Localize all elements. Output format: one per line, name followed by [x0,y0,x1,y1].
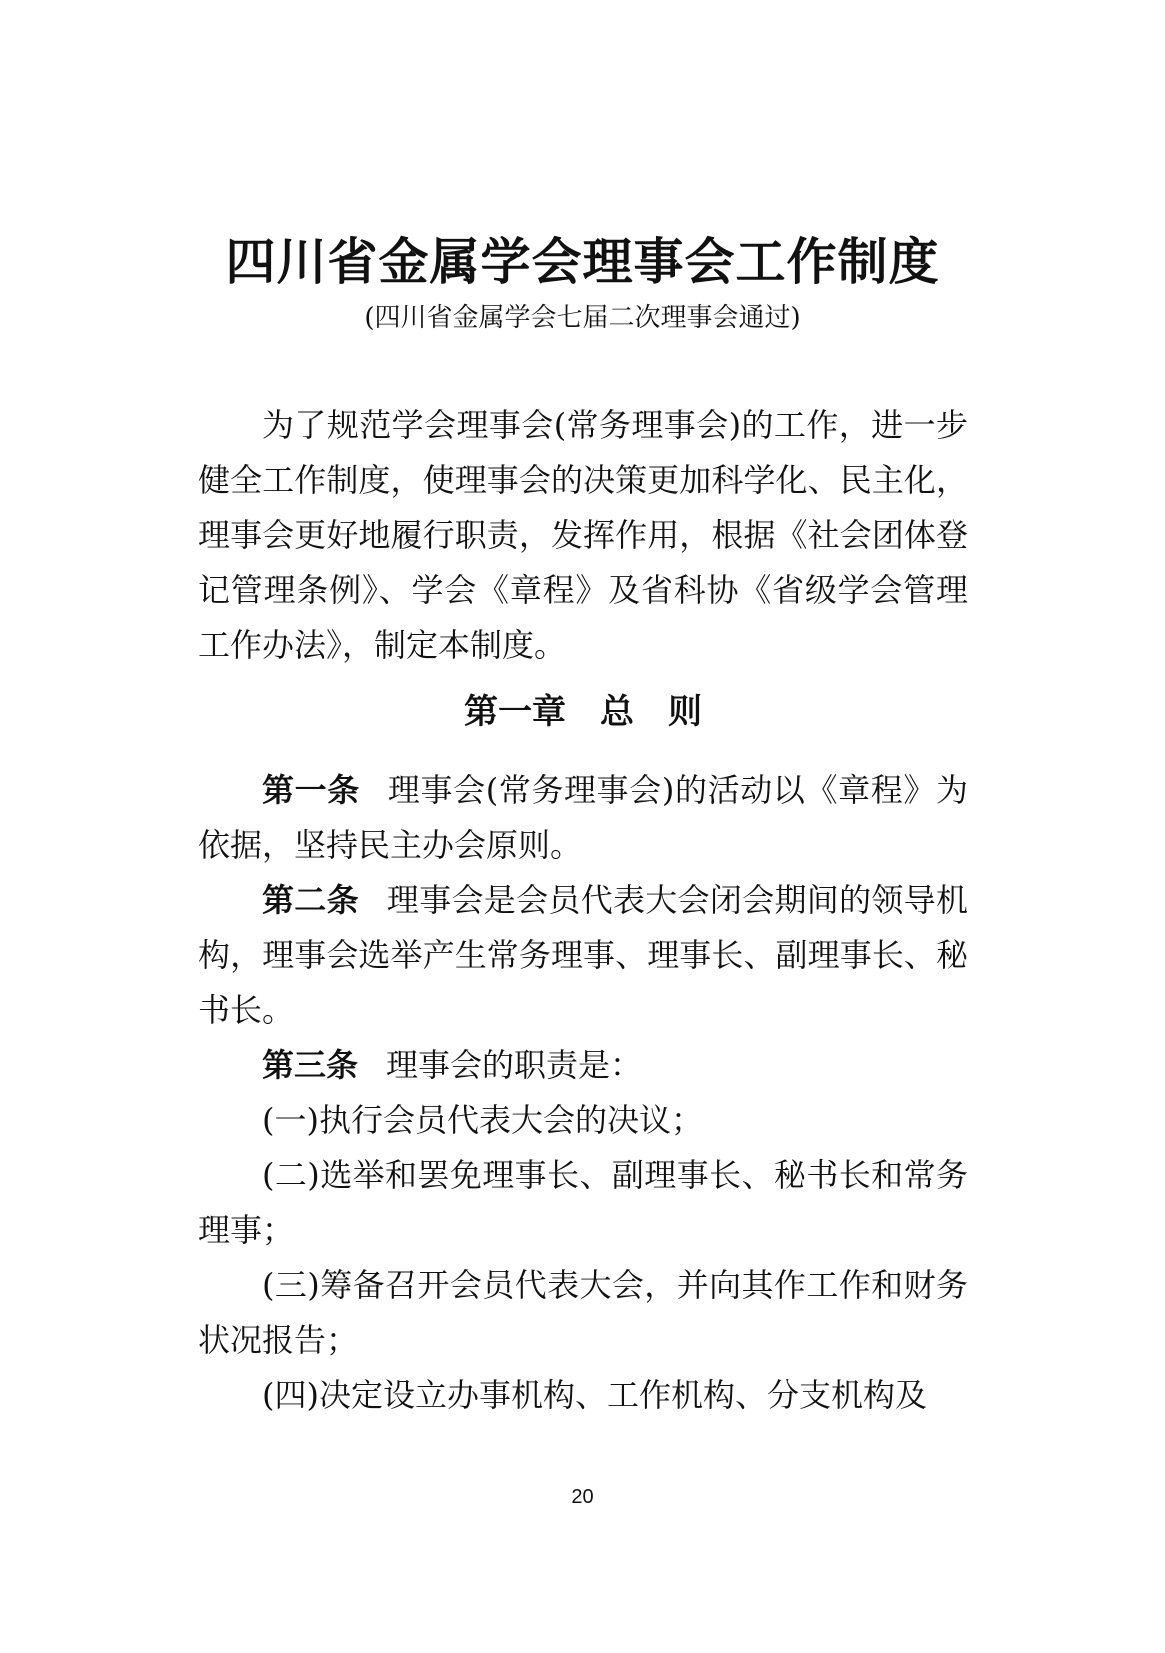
intro-paragraph: 为了规范学会理事会(常务理事会)的工作，进一步健全工作制度，使理事会的决策更加科学化、民主化，理事会更好地履行职责，发挥作用，根据《社会团体登记管理条例》、学会《章程》及省科协《省级学会管理工作办法》，制定本制度。 [198,406,968,664]
page-number: 20 [571,1486,594,1508]
article-2 [198,873,968,1038]
article-1 [198,763,968,873]
article-label: 第二条 [262,881,359,919]
document-body [198,398,968,1423]
article-3 [198,1038,968,1093]
article-text: 理事会是会员代表大会闭会期间的领导机构，理事会选举产生常务理事、理事长、副理事长、秘书长。 [198,881,968,1029]
list-item: (一)执行会员代表大会的决议； [262,1101,703,1139]
chapter-heading: 第一章 总 则 [464,692,702,732]
document-title: 四川省金属学会理事会工作制度 [225,232,940,291]
article-text: 理事会(常务理事会)的活动以《章程》为依据，坚持民主办会原则。 [198,771,968,864]
list-item: (四)决定设立办事机构、工作机构、分支机构及 [262,1376,927,1414]
list-item: (二)选举和罢免理事长、副理事长、秘书长和常务理事； [198,1156,968,1249]
document-subtitle: (四川省金属学会七届二次理事会通过) [364,303,801,333]
article-label: 第一条 [262,771,360,809]
article-text: 理事会的职责是： [386,1046,643,1084]
list-item: (三)筹备召开会员代表大会，并向其作工作和财务状况报告； [198,1266,968,1359]
article-label: 第三条 [262,1046,359,1084]
